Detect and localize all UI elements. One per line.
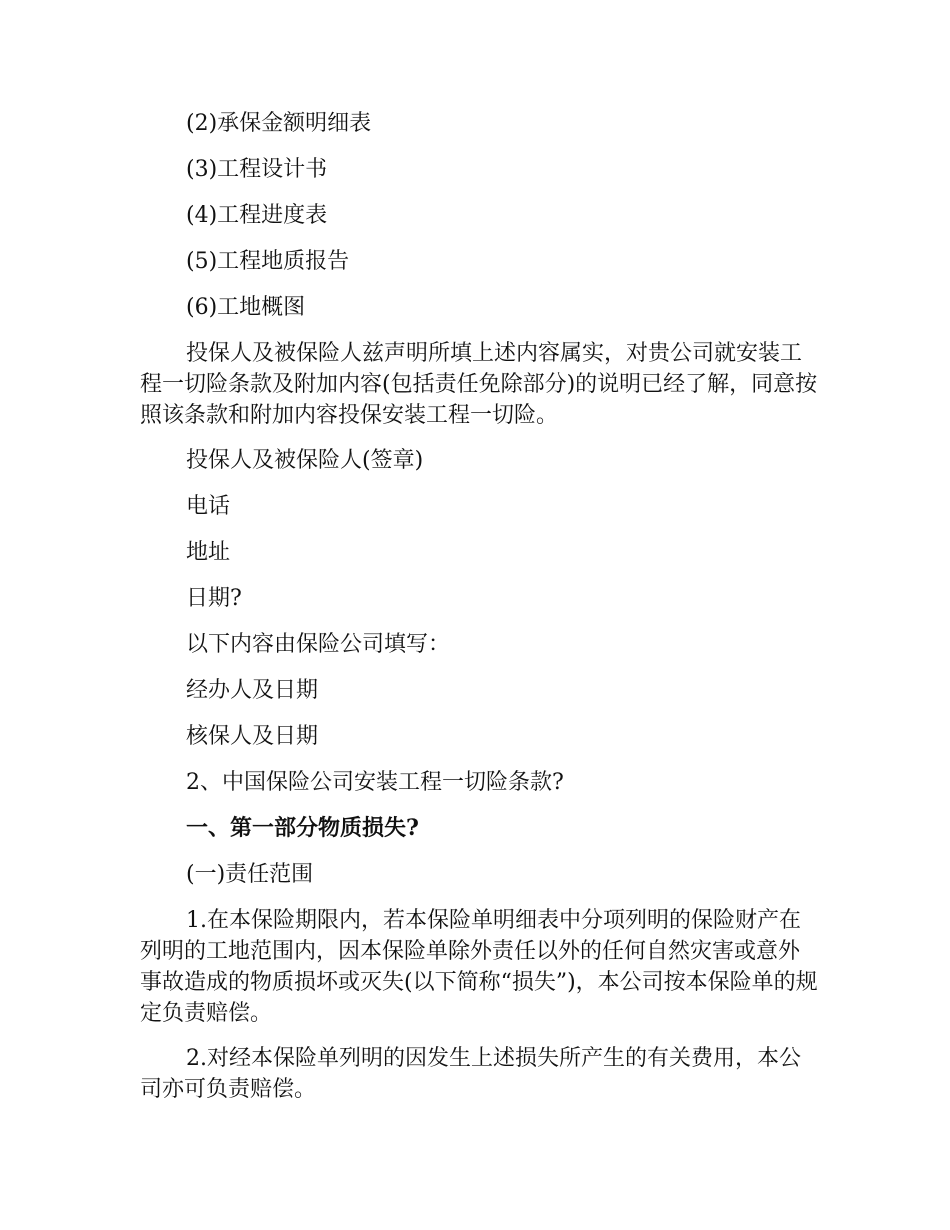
insurer-section-note: 以下内容由保险公司填写： bbox=[186, 632, 451, 657]
section-heading: 一、第一部分物质损失? bbox=[186, 815, 419, 841]
signature-field-underwriter: 核保人及日期 bbox=[186, 724, 319, 749]
subsection-heading: (一)责任范围 bbox=[186, 862, 314, 887]
list-item-attachment-3: (3)工程设计书 bbox=[186, 157, 328, 182]
clause-paragraph-1: 1.在本保险期限内，若本保险单明细表中分项列明的保险财产在列明的工地范围内，因本保险单除外责任以外的任何自然灾害或意外事故造成的物质损坏或灭失(以下简称“损失”)，本公司按本保险单的规定负责赔偿。 bbox=[140, 908, 818, 1026]
list-item-attachment-5: (5)工程地质报告 bbox=[186, 249, 350, 274]
signature-field-phone: 电话 bbox=[186, 494, 231, 519]
signature-field-handler: 经办人及日期 bbox=[186, 678, 319, 703]
clause-paragraph-2: 2.对经本保险单列明的因发生上述损失所产生的有关费用，本公司亦可负责赔偿。 bbox=[140, 1046, 801, 1102]
signature-field-date: 日期? bbox=[186, 586, 242, 611]
list-item-attachment-2: (2)承保金额明细表 bbox=[186, 111, 372, 136]
signature-field-applicant: 投保人及被保险人(签章) bbox=[186, 448, 424, 473]
declaration-paragraph: 投保人及被保险人兹声明所填上述内容属实，对贵公司就安装工程一切险条款及附加内容(包括责任免除部分)的说明已经了解，同意按照该条款和附加内容投保安装工程一切险。 bbox=[140, 341, 818, 428]
document-body bbox=[140, 108, 820, 1119]
list-item-attachment-6: (6)工地概图 bbox=[186, 295, 306, 320]
clause-title: 2、中国保险公司安装工程一切险条款? bbox=[186, 770, 564, 795]
list-item-attachment-4: (4)工程进度表 bbox=[186, 203, 328, 228]
signature-field-address: 地址 bbox=[186, 540, 231, 565]
